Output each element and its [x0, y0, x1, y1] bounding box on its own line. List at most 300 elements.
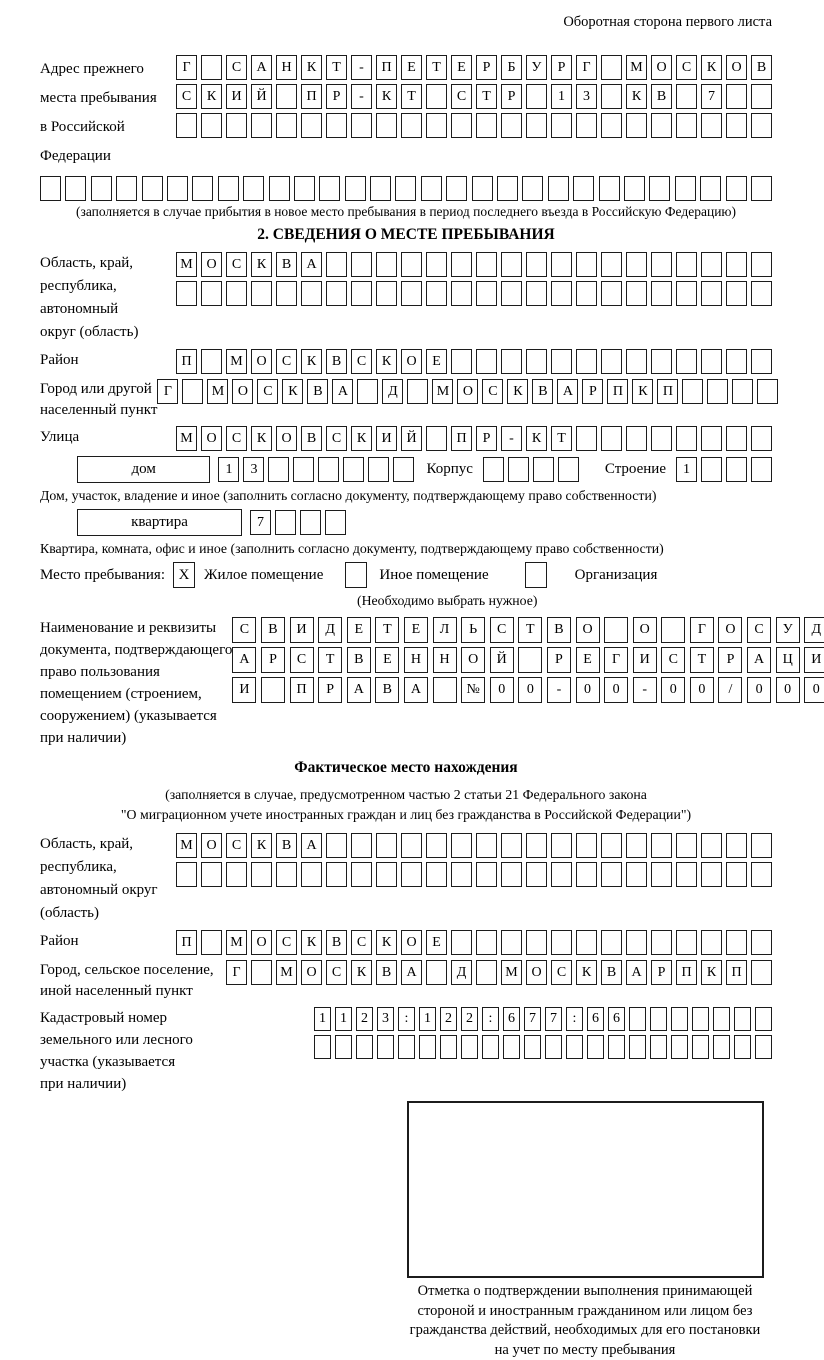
char-cell[interactable]	[755, 1035, 772, 1059]
char-cell[interactable]: В	[276, 252, 297, 277]
char-cell[interactable]	[226, 281, 247, 306]
char-cell[interactable]	[601, 281, 622, 306]
char-cell[interactable]	[576, 426, 597, 451]
char-cell[interactable]	[522, 176, 543, 201]
char-cell[interactable]: И	[232, 677, 256, 703]
char-cell[interactable]: Г	[576, 55, 597, 80]
char-cell[interactable]: С	[551, 960, 572, 985]
char-cell[interactable]	[476, 960, 497, 985]
char-cell[interactable]	[651, 930, 672, 955]
char-cell[interactable]: О	[718, 617, 742, 643]
char-cell[interactable]	[501, 281, 522, 306]
char-cell[interactable]	[757, 379, 778, 404]
char-cell[interactable]: Р	[476, 55, 497, 80]
char-cell[interactable]: 3	[243, 457, 264, 482]
char-cell[interactable]: /	[718, 677, 742, 703]
char-cell[interactable]	[526, 862, 547, 887]
char-cell[interactable]: К	[301, 349, 322, 374]
char-cell[interactable]: 7	[545, 1007, 562, 1031]
char-cell[interactable]: П	[301, 84, 322, 109]
char-cell[interactable]: К	[376, 349, 397, 374]
char-cell[interactable]: У	[526, 55, 547, 80]
char-cell[interactable]	[343, 457, 364, 482]
char-cell[interactable]	[497, 176, 518, 201]
char-cell[interactable]	[601, 84, 622, 109]
dom-box[interactable]: дом	[77, 456, 210, 483]
char-cell[interactable]: П	[290, 677, 314, 703]
char-cell[interactable]	[251, 862, 272, 887]
char-cell[interactable]: К	[376, 84, 397, 109]
char-cell[interactable]: И	[804, 647, 824, 673]
char-cell[interactable]	[713, 1035, 730, 1059]
char-cell[interactable]: Т	[518, 617, 542, 643]
char-cell[interactable]	[326, 252, 347, 277]
char-cell[interactable]	[676, 349, 697, 374]
char-cell[interactable]: Ь	[461, 617, 485, 643]
char-cell[interactable]: С	[676, 55, 697, 80]
char-cell[interactable]	[351, 862, 372, 887]
char-cell[interactable]: А	[401, 960, 422, 985]
char-cell[interactable]: -	[351, 84, 372, 109]
char-cell[interactable]: А	[626, 960, 647, 985]
char-cell[interactable]: О	[633, 617, 657, 643]
char-cell[interactable]	[326, 281, 347, 306]
char-cell[interactable]	[726, 281, 747, 306]
char-cell[interactable]	[335, 1035, 352, 1059]
char-cell[interactable]	[451, 833, 472, 858]
char-cell[interactable]: С	[226, 55, 247, 80]
checkbox-organizatsiya[interactable]	[525, 562, 547, 588]
char-cell[interactable]	[376, 252, 397, 277]
char-cell[interactable]: О	[401, 349, 422, 374]
char-cell[interactable]	[713, 1007, 730, 1031]
char-cell[interactable]	[421, 176, 442, 201]
char-cell[interactable]	[751, 930, 772, 955]
char-cell[interactable]: О	[201, 252, 222, 277]
char-cell[interactable]	[604, 617, 628, 643]
char-cell[interactable]	[726, 833, 747, 858]
char-cell[interactable]: В	[601, 960, 622, 985]
char-cell[interactable]	[533, 457, 554, 482]
char-cell[interactable]: П	[676, 960, 697, 985]
char-cell[interactable]	[601, 349, 622, 374]
char-cell[interactable]: М	[276, 960, 297, 985]
char-cell[interactable]: Т	[426, 55, 447, 80]
char-cell[interactable]	[626, 113, 647, 138]
char-cell[interactable]: 1	[551, 84, 572, 109]
char-cell[interactable]	[707, 379, 728, 404]
char-cell[interactable]	[526, 833, 547, 858]
char-cell[interactable]: О	[201, 426, 222, 451]
char-cell[interactable]: Д	[382, 379, 403, 404]
char-cell[interactable]: О	[251, 349, 272, 374]
char-cell[interactable]	[626, 833, 647, 858]
char-cell[interactable]: К	[526, 426, 547, 451]
char-cell[interactable]: К	[632, 379, 653, 404]
char-cell[interactable]	[483, 457, 504, 482]
char-cell[interactable]	[326, 833, 347, 858]
char-cell[interactable]: Т	[375, 617, 399, 643]
char-cell[interactable]	[91, 176, 112, 201]
char-cell[interactable]	[326, 113, 347, 138]
char-cell[interactable]: С	[351, 930, 372, 955]
char-cell[interactable]	[476, 833, 497, 858]
char-cell[interactable]	[476, 252, 497, 277]
char-cell[interactable]: С	[482, 379, 503, 404]
char-cell[interactable]: К	[376, 930, 397, 955]
char-cell[interactable]	[398, 1035, 415, 1059]
char-cell[interactable]	[526, 113, 547, 138]
char-cell[interactable]	[201, 113, 222, 138]
char-cell[interactable]: Р	[582, 379, 603, 404]
char-cell[interactable]: 6	[503, 1007, 520, 1031]
char-cell[interactable]: К	[351, 426, 372, 451]
char-cell[interactable]: Т	[476, 84, 497, 109]
char-cell[interactable]	[545, 1035, 562, 1059]
char-cell[interactable]: Д	[318, 617, 342, 643]
char-cell[interactable]: О	[401, 930, 422, 955]
char-cell[interactable]	[377, 1035, 394, 1059]
char-cell[interactable]	[676, 862, 697, 887]
char-cell[interactable]: К	[301, 55, 322, 80]
char-cell[interactable]	[426, 113, 447, 138]
char-cell[interactable]	[726, 426, 747, 451]
char-cell[interactable]: В	[261, 617, 285, 643]
char-cell[interactable]	[576, 113, 597, 138]
char-cell[interactable]	[682, 379, 703, 404]
char-cell[interactable]	[524, 1035, 541, 1059]
char-cell[interactable]: 0	[490, 677, 514, 703]
char-cell[interactable]	[476, 281, 497, 306]
char-cell[interactable]	[671, 1007, 688, 1031]
char-cell[interactable]: Т	[401, 84, 422, 109]
char-cell[interactable]	[608, 1035, 625, 1059]
char-cell[interactable]	[192, 176, 213, 201]
char-cell[interactable]	[426, 84, 447, 109]
char-cell[interactable]	[426, 862, 447, 887]
char-cell[interactable]: О	[301, 960, 322, 985]
char-cell[interactable]	[276, 281, 297, 306]
char-cell[interactable]: В	[326, 930, 347, 955]
char-cell[interactable]	[751, 960, 772, 985]
char-cell[interactable]	[501, 862, 522, 887]
char-cell[interactable]	[401, 113, 422, 138]
char-cell[interactable]	[755, 1007, 772, 1031]
char-cell[interactable]: О	[457, 379, 478, 404]
char-cell[interactable]	[651, 113, 672, 138]
char-cell[interactable]: Т	[326, 55, 347, 80]
char-cell[interactable]: П	[451, 426, 472, 451]
char-cell[interactable]: 2	[461, 1007, 478, 1031]
char-cell[interactable]	[626, 930, 647, 955]
char-cell[interactable]: Д	[451, 960, 472, 985]
char-cell[interactable]	[401, 862, 422, 887]
char-cell[interactable]: 1	[314, 1007, 331, 1031]
char-cell[interactable]	[201, 930, 222, 955]
char-cell[interactable]	[649, 176, 670, 201]
char-cell[interactable]	[751, 252, 772, 277]
char-cell[interactable]	[701, 349, 722, 374]
char-cell[interactable]: Л	[433, 617, 457, 643]
char-cell[interactable]	[451, 930, 472, 955]
char-cell[interactable]	[701, 457, 722, 482]
char-cell[interactable]: Н	[276, 55, 297, 80]
char-cell[interactable]	[676, 113, 697, 138]
char-cell[interactable]: Р	[551, 55, 572, 80]
char-cell[interactable]	[376, 281, 397, 306]
char-cell[interactable]	[325, 510, 346, 535]
char-cell[interactable]	[601, 252, 622, 277]
char-cell[interactable]	[201, 349, 222, 374]
char-cell[interactable]: А	[404, 677, 428, 703]
char-cell[interactable]	[576, 862, 597, 887]
char-cell[interactable]: А	[747, 647, 771, 673]
char-cell[interactable]: О	[651, 55, 672, 80]
char-cell[interactable]: 0	[690, 677, 714, 703]
char-cell[interactable]: М	[226, 349, 247, 374]
char-cell[interactable]	[268, 457, 289, 482]
char-cell[interactable]: С	[290, 647, 314, 673]
char-cell[interactable]: 7	[524, 1007, 541, 1031]
char-cell[interactable]	[726, 457, 747, 482]
char-cell[interactable]: И	[290, 617, 314, 643]
char-cell[interactable]	[701, 113, 722, 138]
char-cell[interactable]: Р	[261, 647, 285, 673]
char-cell[interactable]	[351, 113, 372, 138]
char-cell[interactable]	[651, 349, 672, 374]
char-cell[interactable]	[407, 379, 428, 404]
char-cell[interactable]: С	[176, 84, 197, 109]
char-cell[interactable]: 6	[608, 1007, 625, 1031]
char-cell[interactable]	[368, 457, 389, 482]
char-cell[interactable]	[201, 281, 222, 306]
char-cell[interactable]	[356, 1035, 373, 1059]
char-cell[interactable]: У	[776, 617, 800, 643]
char-cell[interactable]: В	[307, 379, 328, 404]
char-cell[interactable]: 0	[576, 677, 600, 703]
char-cell[interactable]	[576, 252, 597, 277]
char-cell[interactable]: -	[351, 55, 372, 80]
char-cell[interactable]: П	[607, 379, 628, 404]
char-cell[interactable]	[376, 862, 397, 887]
char-cell[interactable]: Е	[347, 617, 371, 643]
char-cell[interactable]: А	[251, 55, 272, 80]
char-cell[interactable]: К	[251, 426, 272, 451]
char-cell[interactable]: Г	[690, 617, 714, 643]
char-cell[interactable]: Р	[547, 647, 571, 673]
char-cell[interactable]: С	[326, 426, 347, 451]
char-cell[interactable]	[501, 252, 522, 277]
char-cell[interactable]	[357, 379, 378, 404]
char-cell[interactable]	[700, 176, 721, 201]
char-cell[interactable]: К	[251, 833, 272, 858]
char-cell[interactable]: В	[375, 677, 399, 703]
char-cell[interactable]	[401, 281, 422, 306]
char-cell[interactable]	[734, 1007, 751, 1031]
char-cell[interactable]	[676, 833, 697, 858]
char-cell[interactable]: К	[626, 84, 647, 109]
char-cell[interactable]: 0	[776, 677, 800, 703]
char-cell[interactable]: Р	[318, 677, 342, 703]
char-cell[interactable]: О	[201, 833, 222, 858]
char-cell[interactable]: Е	[426, 349, 447, 374]
char-cell[interactable]: М	[176, 833, 197, 858]
char-cell[interactable]	[440, 1035, 457, 1059]
char-cell[interactable]: Н	[433, 647, 457, 673]
char-cell[interactable]: :	[398, 1007, 415, 1031]
kvartira-box[interactable]: квартира	[77, 509, 242, 536]
char-cell[interactable]: 7	[250, 510, 271, 535]
char-cell[interactable]	[376, 113, 397, 138]
char-cell[interactable]	[651, 252, 672, 277]
char-cell[interactable]	[176, 862, 197, 887]
char-cell[interactable]: В	[651, 84, 672, 109]
char-cell[interactable]: В	[301, 426, 322, 451]
char-cell[interactable]: О	[251, 930, 272, 955]
char-cell[interactable]: Д	[804, 617, 824, 643]
char-cell[interactable]	[426, 426, 447, 451]
char-cell[interactable]	[301, 862, 322, 887]
char-cell[interactable]	[433, 677, 457, 703]
char-cell[interactable]: 0	[747, 677, 771, 703]
char-cell[interactable]: 1	[218, 457, 239, 482]
char-cell[interactable]	[661, 617, 685, 643]
char-cell[interactable]	[726, 349, 747, 374]
char-cell[interactable]	[376, 833, 397, 858]
char-cell[interactable]	[651, 426, 672, 451]
char-cell[interactable]	[142, 176, 163, 201]
char-cell[interactable]: К	[251, 252, 272, 277]
char-cell[interactable]	[461, 1035, 478, 1059]
char-cell[interactable]: Г	[157, 379, 178, 404]
char-cell[interactable]: А	[301, 833, 322, 858]
char-cell[interactable]	[599, 176, 620, 201]
char-cell[interactable]	[726, 252, 747, 277]
char-cell[interactable]	[751, 176, 772, 201]
char-cell[interactable]	[167, 176, 188, 201]
char-cell[interactable]	[451, 349, 472, 374]
char-cell[interactable]	[701, 862, 722, 887]
char-cell[interactable]: К	[351, 960, 372, 985]
char-cell[interactable]	[65, 176, 86, 201]
char-cell[interactable]	[671, 1035, 688, 1059]
char-cell[interactable]: О	[526, 960, 547, 985]
char-cell[interactable]	[201, 862, 222, 887]
char-cell[interactable]: М	[176, 252, 197, 277]
char-cell[interactable]	[318, 457, 339, 482]
char-cell[interactable]	[261, 677, 285, 703]
char-cell[interactable]	[566, 1035, 583, 1059]
char-cell[interactable]	[551, 252, 572, 277]
char-cell[interactable]	[551, 862, 572, 887]
char-cell[interactable]	[276, 862, 297, 887]
char-cell[interactable]: 3	[377, 1007, 394, 1031]
char-cell[interactable]	[526, 930, 547, 955]
char-cell[interactable]: 0	[804, 677, 824, 703]
char-cell[interactable]	[601, 426, 622, 451]
char-cell[interactable]: С	[326, 960, 347, 985]
char-cell[interactable]: С	[226, 252, 247, 277]
char-cell[interactable]	[269, 176, 290, 201]
char-cell[interactable]: К	[576, 960, 597, 985]
char-cell[interactable]: С	[232, 617, 256, 643]
char-cell[interactable]: К	[507, 379, 528, 404]
char-cell[interactable]	[518, 647, 542, 673]
char-cell[interactable]: 3	[576, 84, 597, 109]
char-cell[interactable]: Ц	[776, 647, 800, 673]
char-cell[interactable]	[726, 84, 747, 109]
char-cell[interactable]: Е	[426, 930, 447, 955]
char-cell[interactable]: №	[461, 677, 485, 703]
char-cell[interactable]	[526, 252, 547, 277]
char-cell[interactable]	[275, 510, 296, 535]
char-cell[interactable]: А	[557, 379, 578, 404]
char-cell[interactable]: П	[726, 960, 747, 985]
char-cell[interactable]	[626, 252, 647, 277]
char-cell[interactable]	[626, 426, 647, 451]
char-cell[interactable]	[624, 176, 645, 201]
char-cell[interactable]	[551, 930, 572, 955]
char-cell[interactable]: С	[451, 84, 472, 109]
char-cell[interactable]: М	[432, 379, 453, 404]
char-cell[interactable]: Й	[251, 84, 272, 109]
char-cell[interactable]	[751, 862, 772, 887]
char-cell[interactable]: О	[461, 647, 485, 673]
char-cell[interactable]	[701, 930, 722, 955]
char-cell[interactable]: :	[482, 1007, 499, 1031]
char-cell[interactable]	[314, 1035, 331, 1059]
char-cell[interactable]: Е	[404, 617, 428, 643]
char-cell[interactable]: :	[566, 1007, 583, 1031]
char-cell[interactable]: В	[326, 349, 347, 374]
char-cell[interactable]	[626, 349, 647, 374]
char-cell[interactable]	[726, 862, 747, 887]
char-cell[interactable]: К	[282, 379, 303, 404]
char-cell[interactable]: Н	[404, 647, 428, 673]
char-cell[interactable]	[395, 176, 416, 201]
char-cell[interactable]: П	[176, 349, 197, 374]
char-cell[interactable]	[601, 930, 622, 955]
char-cell[interactable]	[482, 1035, 499, 1059]
char-cell[interactable]	[182, 379, 203, 404]
char-cell[interactable]	[576, 349, 597, 374]
char-cell[interactable]	[751, 84, 772, 109]
char-cell[interactable]	[251, 113, 272, 138]
checkbox-zhiloe[interactable]: X	[173, 562, 195, 588]
char-cell[interactable]	[293, 457, 314, 482]
char-cell[interactable]	[576, 281, 597, 306]
char-cell[interactable]: Т	[318, 647, 342, 673]
char-cell[interactable]: И	[226, 84, 247, 109]
char-cell[interactable]	[651, 833, 672, 858]
char-cell[interactable]: А	[347, 677, 371, 703]
char-cell[interactable]: О	[576, 617, 600, 643]
char-cell[interactable]	[426, 833, 447, 858]
char-cell[interactable]	[326, 862, 347, 887]
char-cell[interactable]: 1	[419, 1007, 436, 1031]
char-cell[interactable]	[692, 1007, 709, 1031]
char-cell[interactable]	[676, 930, 697, 955]
char-cell[interactable]: Е	[576, 647, 600, 673]
char-cell[interactable]	[651, 281, 672, 306]
char-cell[interactable]	[751, 457, 772, 482]
char-cell[interactable]: М	[207, 379, 228, 404]
char-cell[interactable]: М	[176, 426, 197, 451]
char-cell[interactable]	[651, 862, 672, 887]
char-cell[interactable]	[451, 281, 472, 306]
char-cell[interactable]	[551, 833, 572, 858]
char-cell[interactable]: В	[751, 55, 772, 80]
